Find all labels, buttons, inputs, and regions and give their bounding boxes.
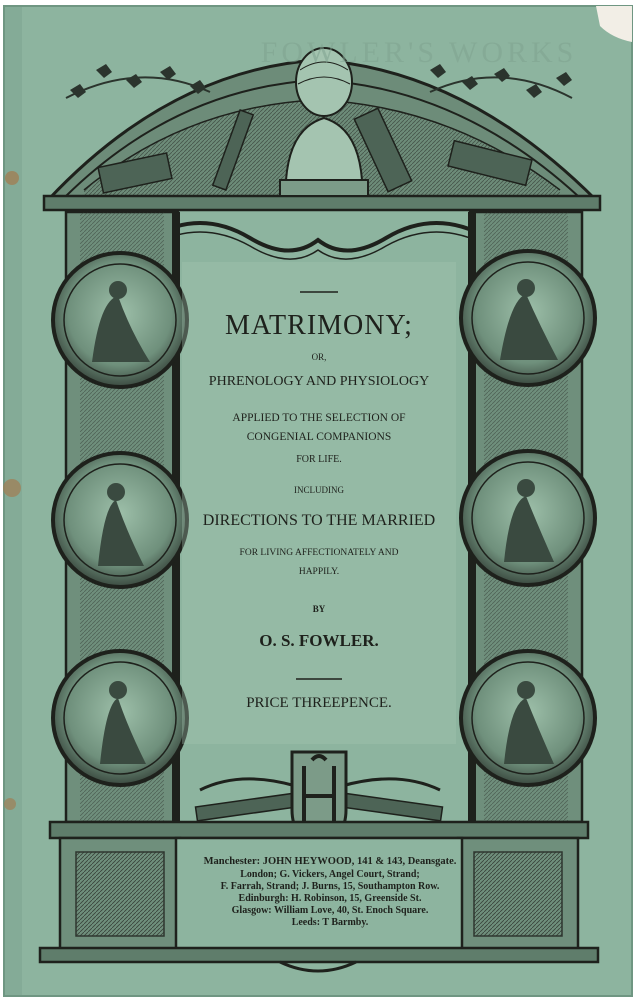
publisher-line-6: Leeds: T Barmby. [291, 917, 369, 928]
subtitle: PHRENOLOGY AND PHYSIOLOGY [208, 374, 430, 389]
publisher-line-1: Manchester: JOHN HEYWOOD, 141 & 143, Deansgate. [203, 856, 457, 867]
rust-spot [5, 171, 19, 185]
publisher-line-2: London; G. Vickers, Angel Court, Strand; [240, 869, 420, 880]
applied-line-2: CONGENIAL COMPANIONS [246, 431, 392, 443]
directions-heading: DIRECTIONS TO THE MARRIED [202, 512, 436, 529]
or-label: OR, [311, 352, 327, 362]
bleed-through-title: FOWLER'S WORKS [260, 36, 578, 69]
author-name: O. S. FOWLER. [259, 631, 379, 650]
medallion-right-3 [461, 651, 595, 785]
including-label: INCLUDING [294, 485, 344, 495]
medallion-left-3 [53, 651, 187, 785]
by-label: BY [312, 604, 326, 614]
living-line-2: HAPPILY. [298, 567, 340, 577]
book-title: MATRIMONY; [225, 310, 413, 341]
living-line-1: FOR LIVING AFFECTIONATELY AND [239, 548, 399, 558]
applied-line-3: FOR LIFE. [296, 454, 342, 465]
publisher-line-4: Edinburgh: H. Robinson, 15, Greenside St. [238, 893, 422, 904]
price: PRICE THREEPENCE. [246, 695, 392, 711]
publisher-line-5: Glasgow: William Love, 40, St. Enoch Square. [231, 905, 429, 916]
applied-line-1: APPLIED TO THE SELECTION OF [232, 412, 406, 424]
publisher-line-3: F. Farrah, Strand; J. Burns, 15, Southampton Row. [220, 881, 440, 892]
